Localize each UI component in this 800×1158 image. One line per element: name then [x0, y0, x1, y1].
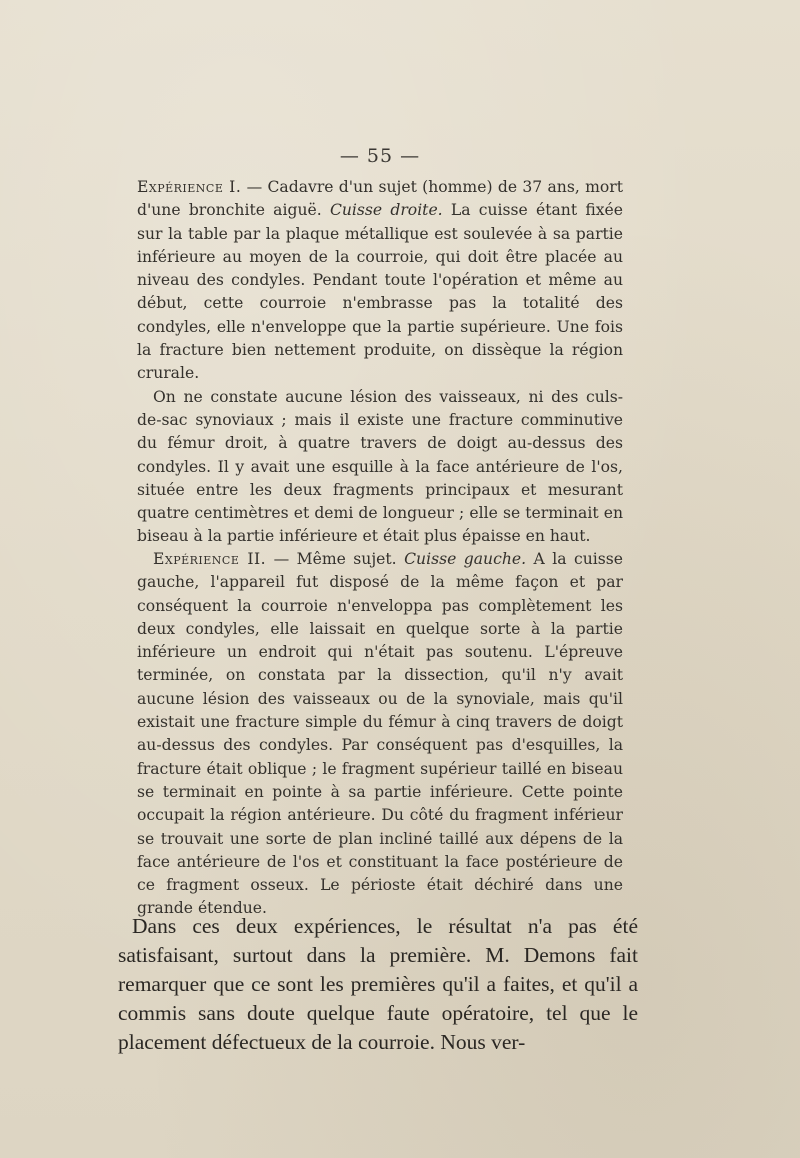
conclusion-block	[118, 912, 638, 1057]
experience-2-label: Expérience II.	[153, 550, 267, 568]
experience-2-block	[137, 548, 623, 921]
experience-1-paragraph-2: On ne constate aucune lésion des vaisseaux, ni des culs-de-sac synoviaux ; mais il existe une fracture comminutive du fémur droit, à quatre travers de doigt au-dessus des condyles. Il y avait une esquille à la face antérieure de l'os, située entre les deux fragments principaux et mesurant quatre centimètres et demi de longueur ; elle se terminait en biseau à la partie inférieure et était plus épaisse en haut.	[137, 387, 623, 546]
experience-1-paragraph-1	[137, 176, 623, 386]
page-number: — 55 —	[339, 145, 421, 167]
experience-1-block	[137, 176, 623, 549]
experience-1-intro: — Cadavre d'un sujet (homme) de 37 ans, mort d'une bronchite aiguë.	[137, 178, 623, 220]
experience-2-body: A la cuisse gauche, l'appareil fut disposé de la même façon et par conséquent la courroie n'enveloppa pas complètement les deux condyles, elle laissait en quelque sorte à la partie inférieure un endroit qui n'était pas soutenu. L'épreuve terminée, on constata par la dissection, qu'il n'y avait aucune lésion des vaisseaux ou de la synoviale, mais qu'il existait une fracture simple du fémur à cinq travers de doigt au-dessus des condyles. Par conséquent pas d'esquilles, la fracture était oblique ; le fragment supérieur taillé en biseau se terminait en pointe à sa partie inférieure. Cette pointe occupait la région antérieure. Du côté du fragment inférieur se trouvait une sorte de plan incliné taillé aux dépens de la face antérieure de l'os et constituant la face postérieure de ce fragment osseux. Le périoste était déchiré dans une grande étendue.	[137, 550, 623, 918]
experience-2-intro: — Même sujet.	[273, 550, 397, 568]
experience-2-paragraph	[137, 548, 623, 921]
experience-1-side: Cuisse droite.	[329, 201, 443, 220]
experience-1-label: Expérience I.	[137, 178, 242, 196]
experience-2-side: Cuisse gauche.	[404, 550, 527, 568]
experience-1-body: La cuisse étant fixée sur la table par la plaque métallique est soulevée à sa partie inférieure au moyen de la courroie, qui doit être placée au niveau des condyles. Pendant toute l'opération et même au début, cette courroie n'embrasse pas la totalité des condyles, elle n'enveloppe que la partie supérieure. Une fois la fracture bien nettement produite, on dissèque la région crurale.	[137, 201, 624, 383]
conclusion-paragraph: Dans ces deux expériences, le résultat n'a pas été satisfaisant, surtout dans la première. M. Demons fait remarquer que ce sont les premières qu'il a faites, et qu'il a commis sans doute quelque faute opératoire, tel que le placement défectueux de la courroie. Nous ver-	[118, 914, 638, 1054]
